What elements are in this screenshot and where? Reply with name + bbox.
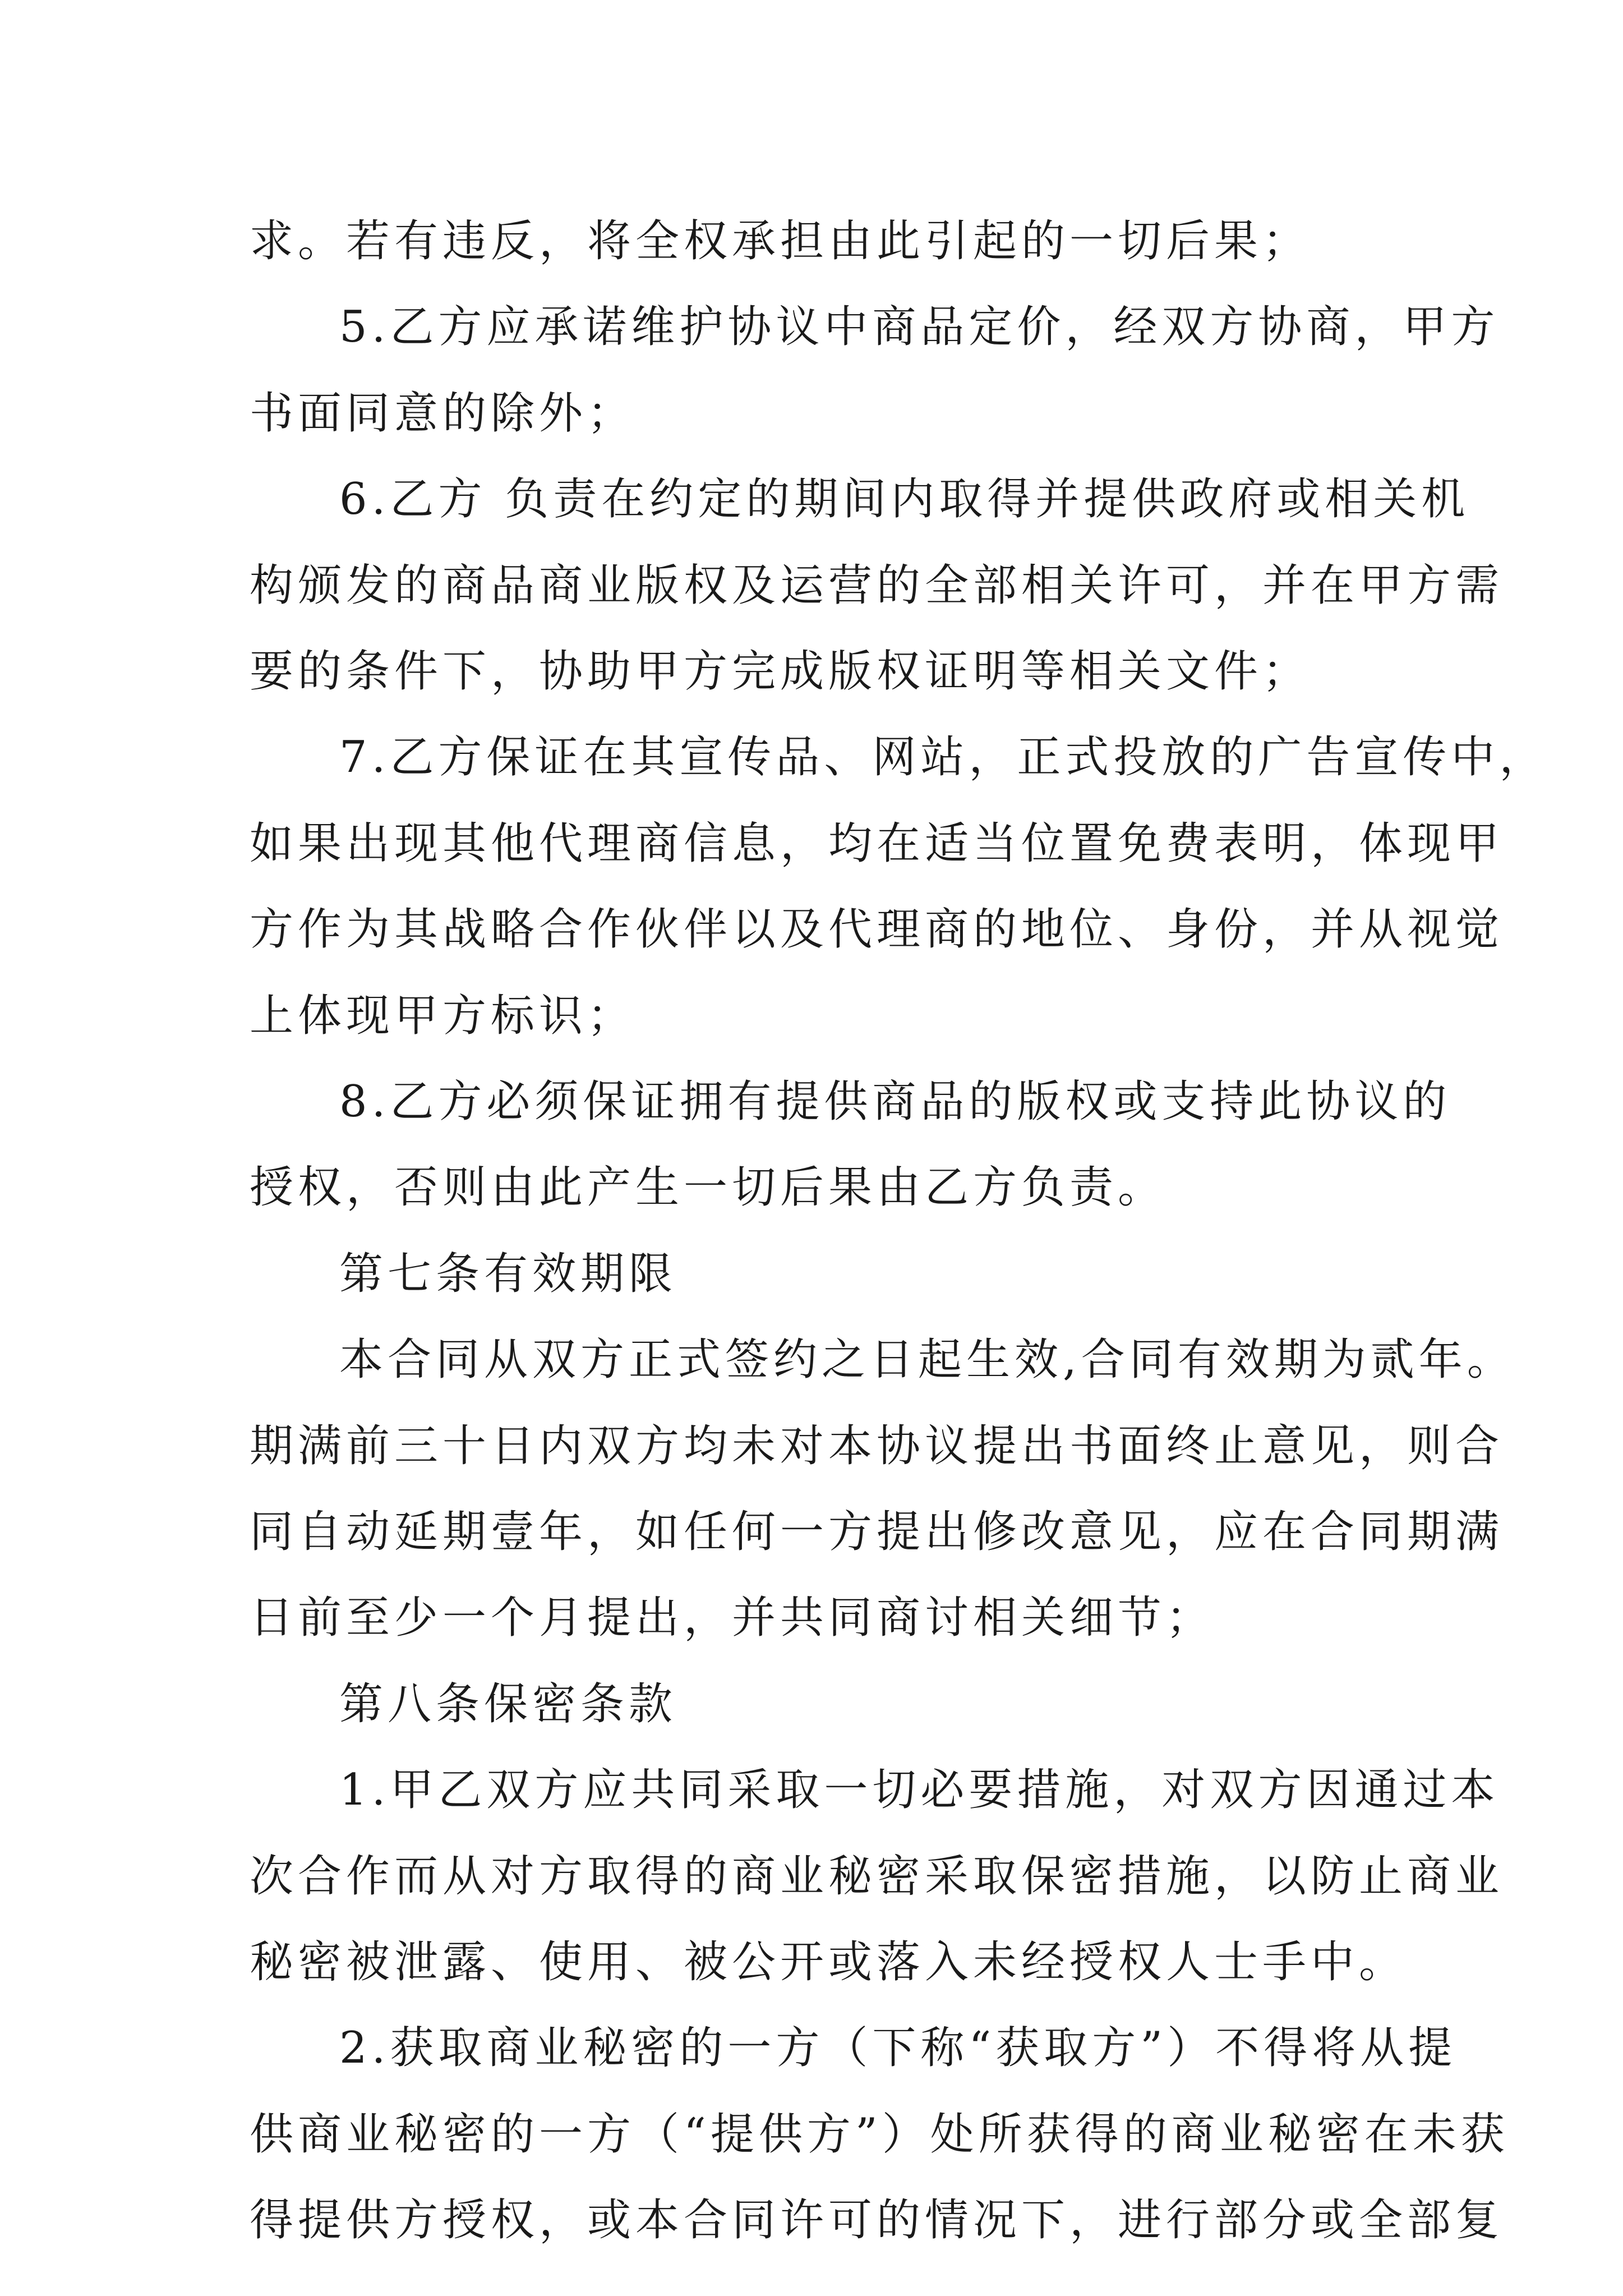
text-line: 同自动延期壹年，如任何一方提出修改意见，应在合同期满 <box>250 1507 1504 1557</box>
section-heading: 第八条保密条款 <box>339 1679 677 1729</box>
text-line: 要的条件下，协助甲方完成版权证明等相关文件； <box>250 646 1311 697</box>
text-line: 2.获取商业秘密的一方（下称“获取方”）不得将从提 <box>339 2023 1457 2073</box>
text-line: 求。若有违反，将全权承担由此引起的一切后果； <box>250 216 1311 266</box>
text-line: 如果出现其他代理商信息，均在适当位置免费表明，体现甲 <box>250 818 1504 869</box>
text-line: 授权，否则由此产生一切后果由乙方负责。 <box>250 1162 1166 1213</box>
text-line: 得提供方授权，或本合同许可的情况下，进行部分或全部复 <box>250 2195 1504 2246</box>
text-line: 1.甲乙双方应共同采取一切必要措施，对双方因通过本 <box>339 1765 1500 1815</box>
text-line: 期满前三十日内双方均未对本协议提出书面终止意见，则合 <box>250 1421 1504 1471</box>
text-line: 方作为其战略合作伙伴以及代理商的地位、身份，并从视觉 <box>250 904 1504 955</box>
text-line: 本合同从双方正式签约之日起生效,合同有效期为贰年。 <box>339 1335 1515 1385</box>
text-line: 次合作而从对方取得的商业秘密采取保密措施，以防止商业 <box>250 1851 1504 1902</box>
section-heading: 第七条有效期限 <box>339 1249 677 1299</box>
text-line: 秘密被泄露、使用、被公开或落入未经授权人士手中。 <box>250 1937 1408 1987</box>
text-line: 6.乙方 负责在约定的期间内取得并提供政府或相关机 <box>339 474 1470 524</box>
text-line: 5.乙方应承诺维护协议中商品定价，经双方协商，甲方 <box>339 302 1500 352</box>
text-line: 上体现甲方标识； <box>250 991 636 1041</box>
text-line: 书面同意的除外； <box>250 388 636 439</box>
text-line: 构颁发的商品商业版权及运营的全部相关许可，并在甲方需 <box>250 560 1504 611</box>
text-line: 8.乙方必须保证拥有提供商品的版权或支持此协议的 <box>339 1076 1451 1127</box>
text-line: 日前至少一个月提出，并共同商讨相关细节； <box>250 1593 1215 1643</box>
text-line: 供商业秘密的一方（“提供方”）处所获得的商业秘密在未获 <box>250 2109 1509 2160</box>
text-line: 7.乙方保证在其宣传品、网站，正式投放的广告宣传中， <box>339 732 1548 783</box>
